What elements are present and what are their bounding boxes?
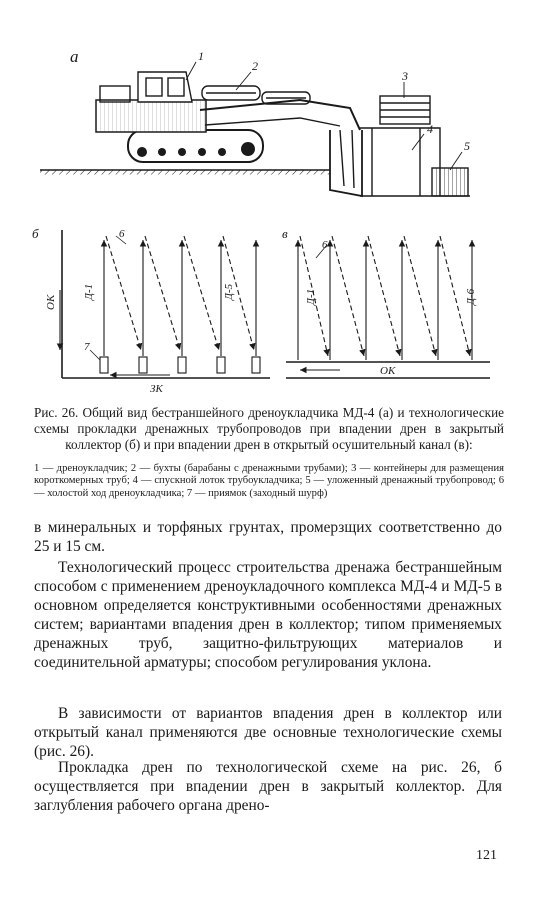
idle-run-line — [184, 236, 219, 350]
drain-label-b-first: Д-1 — [83, 283, 95, 300]
paragraph-1: в минеральных и торфяных грунтах, промерзщих соответственно до 25 и 15 см. — [34, 519, 502, 555]
panel-b-label: б — [32, 226, 39, 241]
callout-5: 5 — [464, 139, 470, 153]
drain-label-v-first: Д-1 — [305, 288, 317, 305]
callout-6-v: 6 — [322, 239, 328, 251]
idle-run-line — [404, 236, 436, 356]
drain-label-v-last: Д-6 — [465, 288, 477, 305]
figure-26 — [0, 0, 560, 400]
panel-v-label: в — [282, 226, 288, 241]
drain-label-b-last: Д-5 — [223, 283, 235, 300]
paragraph-3: В зависимости от вариантов впадения дрен в коллектор или открытый канал применяются две основные технологические схемы (рис. 26). — [34, 705, 502, 760]
idle-run-line — [106, 236, 141, 350]
callout-7: 7 — [84, 341, 90, 353]
collector-label-b: ЗК — [150, 383, 163, 395]
idle-run-line — [368, 236, 400, 356]
idle-run-line — [332, 236, 364, 356]
callout-4: 4 — [427, 122, 433, 136]
paragraph-4: Прокладка дрен по технологической схеме на рис. 26, б осуществляется при впадении дрен в закрытый коллектор. Для заглубления рабочего органа дрено- — [34, 759, 502, 814]
channel-label-v: ОК — [380, 365, 396, 377]
callout-3: 3 — [402, 69, 408, 83]
callout-1: 1 — [198, 49, 204, 63]
panel-a-drainlayer — [40, 47, 470, 196]
panel-v-open-channel — [282, 226, 490, 378]
figure-legend: 1 — дреноукладчик; 2 — бухты (барабаны с дренажными трубами); 3 — контейнеры для размещения короткомерных труб; 4 — спускной лоток трубоукладчика; 5 — уложенный дренажный трубопровод; 6 — холостой ход дреноукладчика; 7 — приямок (заходный шурф) — [34, 463, 504, 499]
panel-b-closed-collector — [32, 226, 270, 395]
page-number: 121 — [476, 848, 497, 863]
callout-2: 2 — [252, 59, 258, 73]
paragraph-2: Технологический процесс строительства дренажа бестраншейным способом с применением дреноукладочного комплекса МД-4 и МД-5 в основном определяется конструктивными особенностями дренажных систем; вариантами впадения дрен в коллектор; типом применяемых дренажных труб, защитно-фильтрующих материалов и соединительной арматуры; способом регулирования уклона. — [34, 559, 502, 671]
callout-6-b: 6 — [119, 228, 125, 240]
figure-caption: Рис. 26. Общий вид бестраншейного дреноукладчика МД-4 (а) и технологические схемы прокладки дренажных трубопроводов при впадении дрен в закрытый коллектор (б) и при впадении дрен в открытый осушительный канал (в): — [34, 405, 504, 452]
idle-run-line — [145, 236, 180, 350]
channel-label-b: ОК — [45, 294, 57, 310]
panel-a-label: а — [70, 47, 79, 66]
